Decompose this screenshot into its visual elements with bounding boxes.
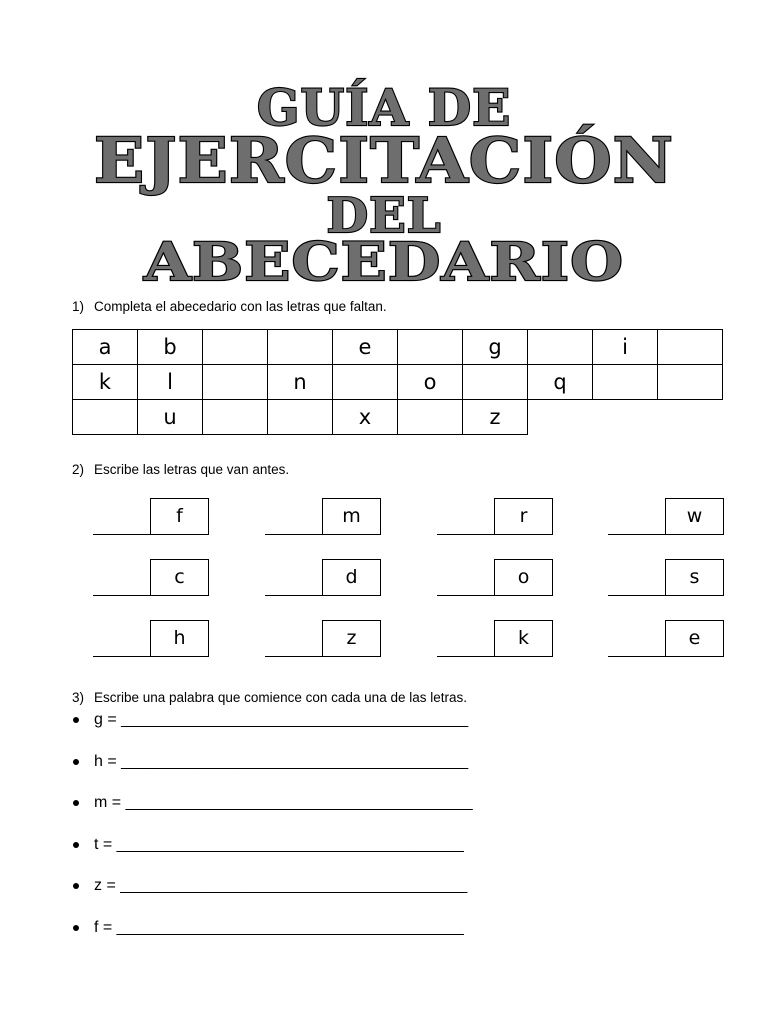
letter-before-pair [265, 620, 381, 657]
given-letter-box: c [150, 559, 209, 596]
list-item [72, 794, 473, 836]
letter-before-pair [93, 559, 209, 596]
word-list [72, 711, 473, 961]
bullet-icon [73, 883, 79, 889]
alphabet-cell: x [333, 400, 398, 435]
alphabet-cell-blank[interactable] [398, 400, 463, 435]
word-line[interactable]: m = _______________________________________ [94, 794, 473, 812]
given-letter-box: e [665, 620, 724, 657]
list-item [72, 711, 473, 753]
alphabet-cell: o [398, 365, 463, 400]
word-line[interactable]: g = _______________________________________ [94, 711, 469, 728]
empty-space [658, 400, 723, 435]
word-line[interactable]: z = _______________________________________ [94, 877, 468, 895]
alphabet-cell-blank[interactable] [268, 400, 333, 435]
alphabet-row-2 [73, 365, 723, 400]
alphabet-cell-blank[interactable] [658, 365, 723, 400]
exercise-3-text: Escribe una palabra que comience con cada una de las letras. [94, 690, 467, 705]
word-line[interactable]: f = _______________________________________ [94, 918, 464, 936]
bullet-icon [73, 925, 79, 931]
empty-space [528, 400, 593, 435]
alphabet-cell-blank[interactable] [203, 330, 268, 365]
letter-before-pair [437, 559, 553, 596]
letter-before-pair [265, 559, 381, 596]
alphabet-cell-blank[interactable] [268, 330, 333, 365]
answer-blank[interactable] [265, 656, 322, 657]
bullet-icon [73, 800, 79, 806]
bullet-icon [73, 842, 79, 848]
alphabet-row-3 [73, 400, 723, 435]
list-item [72, 753, 473, 795]
letter-before-pair [437, 498, 553, 535]
alphabet-cell: b [138, 330, 203, 365]
exercise-3-instruction [72, 690, 467, 705]
letter-before-pair [93, 620, 209, 657]
exercise-2-instruction [72, 462, 289, 477]
worksheet-title-art [0, 0, 768, 300]
alphabet-cell-blank[interactable] [398, 330, 463, 365]
alphabet-cell-blank[interactable] [203, 400, 268, 435]
alphabet-cell-blank[interactable] [333, 365, 398, 400]
answer-blank[interactable] [437, 534, 494, 535]
alphabet-cell: n [268, 365, 333, 400]
alphabet-row-1 [73, 330, 723, 365]
title-line-3: DEL [326, 188, 442, 244]
alphabet-cell-blank[interactable] [593, 365, 658, 400]
alphabet-cell: e [333, 330, 398, 365]
bullet-icon [73, 717, 79, 723]
answer-blank[interactable] [93, 595, 150, 596]
alphabet-cell: l [138, 365, 203, 400]
answer-blank[interactable] [265, 534, 322, 535]
letter-before-pair [608, 559, 724, 596]
word-line[interactable]: t = _______________________________________ [94, 835, 464, 853]
list-item [72, 836, 473, 878]
answer-blank[interactable] [93, 534, 150, 535]
exercise-1-instruction [72, 299, 387, 314]
alphabet-cell-blank[interactable] [73, 400, 138, 435]
given-letter-box: z [322, 620, 381, 657]
letters-before-grid [93, 498, 724, 658]
given-letter-box: k [494, 620, 553, 657]
answer-blank[interactable] [437, 595, 494, 596]
alphabet-cell-blank[interactable] [203, 365, 268, 400]
exercise-2-text: Escribe las letras que van antes. [94, 462, 290, 477]
answer-blank[interactable] [608, 595, 665, 596]
given-letter-box: s [665, 559, 724, 596]
list-item [72, 919, 473, 961]
bullet-icon [73, 759, 79, 765]
answer-blank[interactable] [93, 656, 150, 657]
alphabet-cell: k [73, 365, 138, 400]
alphabet-cell: g [463, 330, 528, 365]
answer-blank[interactable] [608, 534, 665, 535]
alphabet-cell-blank[interactable] [463, 365, 528, 400]
letter-before-pair [265, 498, 381, 535]
word-line[interactable]: h = _______________________________________ [94, 752, 469, 770]
empty-space [593, 400, 658, 435]
exercise-3-number: 3) [72, 690, 85, 705]
alphabet-cell: a [73, 330, 138, 365]
exercise-2-number: 2) [72, 462, 85, 477]
alphabet-cell: u [138, 400, 203, 435]
alphabet-cell: z [463, 400, 528, 435]
alphabet-cell-blank[interactable] [658, 330, 723, 365]
exercise-1-text: Completa el abecedario con las letras que faltan. [94, 299, 387, 314]
list-item [72, 877, 473, 919]
given-letter-box: m [322, 498, 381, 535]
given-letter-box: w [665, 498, 724, 535]
exercise-1-number: 1) [72, 299, 85, 314]
alphabet-table [72, 329, 723, 435]
letter-before-pair [608, 620, 724, 657]
given-letter-box: d [322, 559, 381, 596]
letter-before-pair [608, 498, 724, 535]
given-letter-box: f [150, 498, 209, 535]
title-line-4: ABECEDARIO [142, 232, 624, 293]
alphabet-cell: q [528, 365, 593, 400]
letter-before-pair [93, 498, 209, 535]
alphabet-cell-blank[interactable] [528, 330, 593, 365]
letter-before-pair [437, 620, 553, 657]
given-letter-box: o [494, 559, 553, 596]
given-letter-box: h [150, 620, 209, 657]
answer-blank[interactable] [437, 656, 494, 657]
given-letter-box: r [494, 498, 553, 535]
alphabet-cell: i [593, 330, 658, 365]
answer-blank[interactable] [265, 595, 322, 596]
title-line-2: EJERCITACIÓN [94, 124, 674, 197]
title-line-1: GUÍA DE [256, 78, 512, 137]
answer-blank[interactable] [608, 656, 665, 657]
